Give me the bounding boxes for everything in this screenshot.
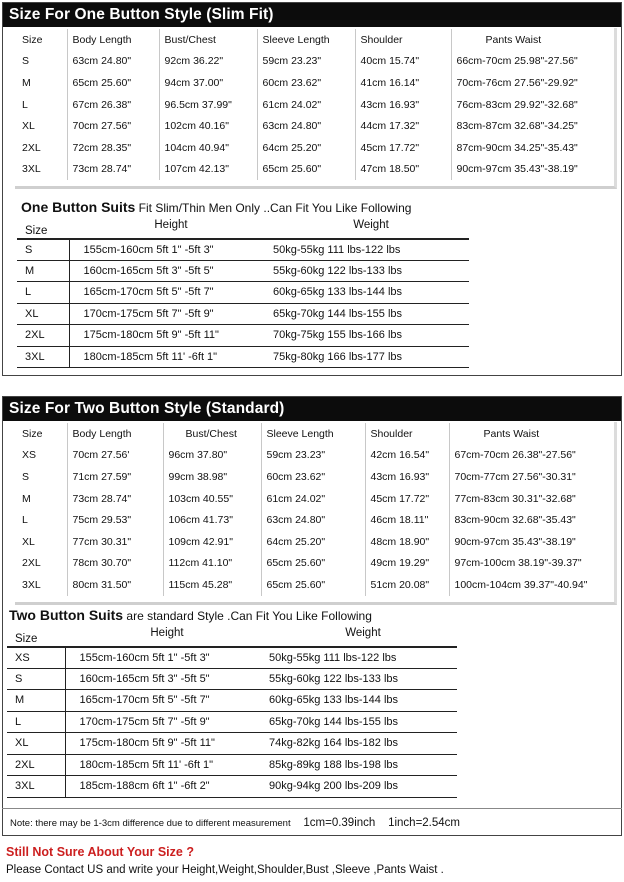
one-button-measure-cell: 67cm 26.38" — [67, 94, 159, 116]
two-button-measure-cell: 2XL — [17, 553, 67, 575]
one-button-measure-row — [17, 159, 617, 181]
two-button-fit-cell: 60kg-65kg 133 lbs-144 lbs — [261, 690, 457, 712]
two-button-measure-row — [17, 509, 617, 531]
two-button-measure-cell: 67cm-70cm 26.38"-27.56" — [454, 449, 576, 462]
two-button-measure-row — [17, 531, 617, 553]
two-button-fit-cell: 165cm-170cm 5ft 5" -5ft 7" — [65, 690, 261, 712]
one-button-measure-cell: 87cm-90cm 34.25"-35.43" — [456, 141, 578, 154]
two-button-fit-cell: 50kg-55kg 111 lbs-122 lbs — [261, 647, 457, 669]
two-button-measure-cell: 90cm-97cm 35.43"-38.19" — [454, 535, 576, 548]
one-button-measure-cell: 70cm-76cm 27.56"-29.92" — [456, 76, 578, 89]
two-button-fit-row — [7, 711, 457, 733]
two-button-fit-cell: L — [7, 711, 65, 733]
one-button-measure-cell: 96.5cm 37.99" — [159, 94, 257, 116]
one-button-section — [2, 2, 622, 376]
one-button-measure-cell: 61cm 24.02" — [257, 94, 355, 116]
two-button-measure-cell: 97cm-100cm 38.19"-39.37" — [454, 557, 582, 570]
two-button-measure-cell: 48cm 18.90" — [365, 531, 449, 553]
one-button-measure-cell: 66cm-70cm 25.98"-27.56" — [456, 55, 578, 68]
two-button-measure-cell: 103cm 40.55" — [163, 488, 261, 510]
one-button-fit-header-row — [17, 217, 469, 239]
two-button-measure-cell: 77cm-83cm 30.31"-32.68" — [454, 492, 576, 505]
one-button-measure-header-cell: Shoulder — [355, 29, 451, 51]
one-button-measure-cell: 44cm 17.32" — [355, 115, 451, 137]
one-button-measurement-table — [17, 29, 617, 180]
one-button-measure-cell: 40cm 15.74" — [355, 51, 451, 73]
two-button-fit-row — [7, 668, 457, 690]
one-button-fit-header-cell: Weight — [265, 217, 469, 239]
two-button-measure-row — [17, 466, 617, 488]
one-button-measure-row — [17, 94, 617, 116]
one-button-fit-row — [17, 325, 469, 347]
two-button-fit-header-cell: Weight — [261, 625, 457, 647]
one-button-measure-cell: L — [17, 94, 67, 116]
one-button-measure-cell: S — [17, 51, 67, 73]
one-button-measure-row — [17, 137, 617, 159]
one-button-measure-cell: 73cm 28.74" — [67, 159, 159, 181]
one-button-fit-title — [21, 199, 411, 215]
two-button-measure-cell: 51cm 20.08" — [365, 574, 449, 596]
two-button-measure-row — [17, 574, 617, 596]
two-button-fit-cell: 175cm-180cm 5ft 9" -5ft 11" — [65, 733, 261, 755]
one-button-fit-cell: 50kg-55kg 111 lbs-122 lbs — [265, 239, 469, 261]
note-text: Note: there may be 1-3cm difference due to different measurement — [10, 818, 291, 829]
two-button-fit-cell: 74kg-82kg 164 lbs-182 lbs — [261, 733, 457, 755]
one-button-fit-table — [17, 217, 469, 368]
two-button-measure-cell: 65cm 25.60" — [261, 553, 365, 575]
two-button-measure-cell: XS — [17, 445, 67, 467]
two-button-fit-title-bold: Two Button Suits — [9, 607, 124, 623]
one-button-measure-cell: 2XL — [17, 137, 67, 159]
one-button-fit-cell: 155cm-160cm 5ft 1" -5ft 3" — [69, 239, 265, 261]
one-button-measure-cell: 92cm 36.22" — [159, 51, 257, 73]
one-button-measure-cell: 43cm 16.93" — [355, 94, 451, 116]
one-button-measure-header-cell: Sleeve Length — [257, 29, 355, 51]
two-button-measure-row — [17, 445, 617, 467]
two-button-measure-header-cell: Body Length — [67, 423, 163, 445]
measurement-note — [2, 808, 622, 836]
one-button-measure-cell: 94cm 37.00" — [159, 72, 257, 94]
two-button-measure-cell: 61cm 24.02" — [261, 488, 365, 510]
two-button-measure-cell: 99cm 38.98" — [163, 466, 261, 488]
one-button-fit-row — [17, 239, 469, 261]
two-button-fit-row — [7, 733, 457, 755]
one-button-fit-cell: 170cm-175cm 5ft 7" -5ft 9" — [69, 303, 265, 325]
one-button-measure-cell: 107cm 42.13" — [159, 159, 257, 181]
two-button-fit-cell: 155cm-160cm 5ft 1" -5ft 3" — [65, 647, 261, 669]
two-button-fit-cell: 55kg-60kg 122 lbs-133 lbs — [261, 668, 457, 690]
two-button-measure-cell: 60cm 23.62" — [261, 466, 365, 488]
two-button-fit-row — [7, 776, 457, 798]
two-button-fit-cell: 170cm-175cm 5ft 7" -5ft 9" — [65, 711, 261, 733]
one-button-fit-cell: 165cm-170cm 5ft 5" -5ft 7" — [69, 282, 265, 304]
two-button-measure-cell: 45cm 17.72" — [365, 488, 449, 510]
one-button-fit-header-cell: Size — [17, 217, 69, 239]
one-button-fit-cell: 160cm-165cm 5ft 3" -5ft 5" — [69, 260, 265, 282]
two-button-measure-cell: 100cm-104cm 39.37"-40.94" — [454, 578, 588, 591]
contact-headline: Still Not Sure About Your Size ? — [6, 845, 194, 859]
two-button-measure-cell: 73cm 28.74" — [67, 488, 163, 510]
two-button-measure-cell: 49cm 19.29" — [365, 553, 449, 575]
one-button-measure-cell: 65cm 25.60" — [257, 159, 355, 181]
one-button-measure-cell: M — [17, 72, 67, 94]
two-button-measure-cell: 71cm 27.59" — [67, 466, 163, 488]
two-button-fit-cell: 90kg-94kg 200 lbs-209 lbs — [261, 776, 457, 798]
contact-line: Please Contact US and write your Height,Weight,Shoulder,Bust ,Sleeve ,Pants Waist . — [6, 864, 444, 876]
one-button-fit-cell: 2XL — [17, 325, 69, 347]
two-button-measure-cell: 78cm 30.70" — [67, 553, 163, 575]
two-button-measure-cell: 80cm 31.50" — [67, 574, 163, 596]
one-button-measure-cell: 60cm 23.62" — [257, 72, 355, 94]
one-button-measure-cell: 72cm 28.35" — [67, 137, 159, 159]
one-button-measure-cell: 3XL — [17, 159, 67, 181]
two-button-measure-cell: 77cm 30.31" — [67, 531, 163, 553]
conversion-inch: 1inch=2.54cm — [388, 817, 460, 829]
two-button-measure-header-cell: Shoulder — [365, 423, 449, 445]
two-button-measure-cell: 63cm 24.80" — [261, 509, 365, 531]
two-button-measure-cell: 83cm-90cm 32.68"-35.43" — [454, 514, 576, 527]
one-button-measure-cell: 70cm 27.56" — [67, 115, 159, 137]
one-button-fit-cell: L — [17, 282, 69, 304]
two-button-fit-cell: 65kg-70kg 144 lbs-155 lbs — [261, 711, 457, 733]
two-button-fit-cell: XS — [7, 647, 65, 669]
two-button-fit-header-cell: Size — [7, 625, 65, 647]
two-button-measure-row — [17, 488, 617, 510]
two-button-measure-cell: 64cm 25.20" — [261, 531, 365, 553]
two-button-measure-cell: 43cm 16.93" — [365, 466, 449, 488]
two-button-fit-cell: 85kg-89kg 188 lbs-198 lbs — [261, 754, 457, 776]
two-button-fit-cell: M — [7, 690, 65, 712]
one-button-measure-cell: 59cm 23.23" — [257, 51, 355, 73]
two-button-measure-cell: 112cm 41.10" — [163, 553, 261, 575]
one-button-fit-title-bold: One Button Suits — [21, 199, 136, 215]
two-button-fit-header-row — [7, 625, 457, 647]
one-button-fit-cell: S — [17, 239, 69, 261]
one-button-fit-cell: 65kg-70kg 144 lbs-155 lbs — [265, 303, 469, 325]
one-button-measure-row — [17, 115, 617, 137]
one-button-measure-cell: 63cm 24.80" — [67, 51, 159, 73]
two-button-fit-header-cell: Height — [65, 625, 261, 647]
two-button-band-title: Size For Two Button Style (Standard) — [3, 397, 621, 421]
one-button-measure-cell: 65cm 25.60" — [67, 72, 159, 94]
one-button-fit-row — [17, 346, 469, 368]
one-button-measure-cell: 104cm 40.94" — [159, 137, 257, 159]
one-button-measure-cell: XL — [17, 115, 67, 137]
two-button-fit-cell: XL — [7, 733, 65, 755]
one-button-measure-cell: 47cm 18.50" — [355, 159, 451, 181]
one-button-fit-header-cell: Height — [69, 217, 265, 239]
two-button-fit-row — [7, 647, 457, 669]
one-button-fit-row — [17, 260, 469, 282]
two-button-fit-cell: 3XL — [7, 776, 65, 798]
one-button-fit-row — [17, 303, 469, 325]
two-button-measure-cell: 65cm 25.60" — [261, 574, 365, 596]
one-button-measure-header-cell: Pants Waist — [485, 33, 542, 46]
one-button-measure-row — [17, 51, 617, 73]
one-button-fit-cell: 3XL — [17, 346, 69, 368]
two-button-fit-cell: 185cm-188cm 6ft 1" -6ft 2" — [65, 776, 261, 798]
two-button-measure-cell: S — [17, 466, 67, 488]
two-button-measure-cell: 109cm 42.91" — [163, 531, 261, 553]
two-button-measure-cell: 70cm 27.56' — [67, 445, 163, 467]
one-button-measure-header-row — [17, 29, 617, 51]
one-button-measure-cell: 83cm-87cm 32.68"-34.25" — [456, 120, 578, 133]
one-button-measure-cell: 90cm-97cm 35.43"-38.19" — [456, 163, 578, 176]
one-button-measure-cell: 63cm 24.80" — [257, 115, 355, 137]
two-button-fit-cell: 160cm-165cm 5ft 3" -5ft 5" — [65, 668, 261, 690]
one-button-measure-cell: 64cm 25.20" — [257, 137, 355, 159]
two-button-measure-cell: 96cm 37.80" — [163, 445, 261, 467]
two-button-section — [2, 396, 622, 836]
one-button-measure-header-cell: Bust/Chest — [159, 29, 257, 51]
two-button-measure-header-cell: Size — [17, 423, 67, 445]
two-button-measure-cell: M — [17, 488, 67, 510]
two-button-measure-header-cell: Bust/Chest — [163, 423, 261, 445]
conversion-cm: 1cm=0.39inch — [303, 817, 376, 829]
one-button-measure-header-cell: Body Length — [67, 29, 159, 51]
two-button-measure-cell: 3XL — [17, 574, 67, 596]
two-button-fit-cell: 2XL — [7, 754, 65, 776]
one-button-fit-cell: 175cm-180cm 5ft 9" -5ft 11" — [69, 325, 265, 347]
one-button-fit-cell: 55kg-60kg 122 lbs-133 lbs — [265, 260, 469, 282]
two-button-measure-cell: 59cm 23.23" — [261, 445, 365, 467]
two-button-measure-cell: 42cm 16.54" — [365, 445, 449, 467]
one-button-fit-title-rest: Fit Slim/Thin Men Only ..Can Fit You Like Following — [135, 201, 412, 215]
two-button-measure-cell: 46cm 18.11" — [365, 509, 449, 531]
two-button-measure-header-cell: Sleeve Length — [261, 423, 365, 445]
two-button-measure-header-cell: Pants Waist — [483, 427, 540, 440]
one-button-measure-header-cell: Size — [17, 29, 67, 51]
two-button-fit-row — [7, 690, 457, 712]
one-button-measure-cell: 76cm-83cm 29.92"-32.68" — [456, 98, 578, 111]
two-button-measure-row — [17, 553, 617, 575]
one-button-measure-cell: 45cm 17.72" — [355, 137, 451, 159]
one-button-measure-cell: 102cm 40.16" — [159, 115, 257, 137]
one-button-fit-cell: 70kg-75kg 155 lbs-166 lbs — [265, 325, 469, 347]
two-button-measure-cell: 70cm-77cm 27.56"-30.31" — [454, 470, 576, 483]
one-button-fit-cell: 60kg-65kg 133 lbs-144 lbs — [265, 282, 469, 304]
two-button-fit-title — [9, 607, 372, 623]
one-button-measure-row — [17, 72, 617, 94]
two-button-fit-row — [7, 754, 457, 776]
two-button-measure-cell: 115cm 45.28" — [163, 574, 261, 596]
two-button-measure-cell: 75cm 29.53" — [67, 509, 163, 531]
one-button-fit-row — [17, 282, 469, 304]
one-button-fit-cell: M — [17, 260, 69, 282]
two-button-fit-title-rest: are standard Style .Can Fit You Like Following — [123, 609, 372, 623]
one-button-band-title: Size For One Button Style (Slim Fit) — [3, 3, 621, 27]
two-button-fit-cell: S — [7, 668, 65, 690]
two-button-measurement-table — [17, 423, 617, 596]
two-button-fit-cell: 180cm-185cm 5ft 11' -6ft 1" — [65, 754, 261, 776]
one-button-measure-cell: 41cm 16.14" — [355, 72, 451, 94]
two-button-fit-table — [7, 625, 457, 798]
one-button-fit-cell: XL — [17, 303, 69, 325]
one-button-fit-cell: 180cm-185cm 5ft 11' -6ft 1" — [69, 346, 265, 368]
two-button-measure-header-row — [17, 423, 617, 445]
two-button-measure-cell: XL — [17, 531, 67, 553]
one-button-fit-cell: 75kg-80kg 166 lbs-177 lbs — [265, 346, 469, 368]
two-button-measure-cell: L — [17, 509, 67, 531]
two-button-measure-cell: 106cm 41.73" — [163, 509, 261, 531]
